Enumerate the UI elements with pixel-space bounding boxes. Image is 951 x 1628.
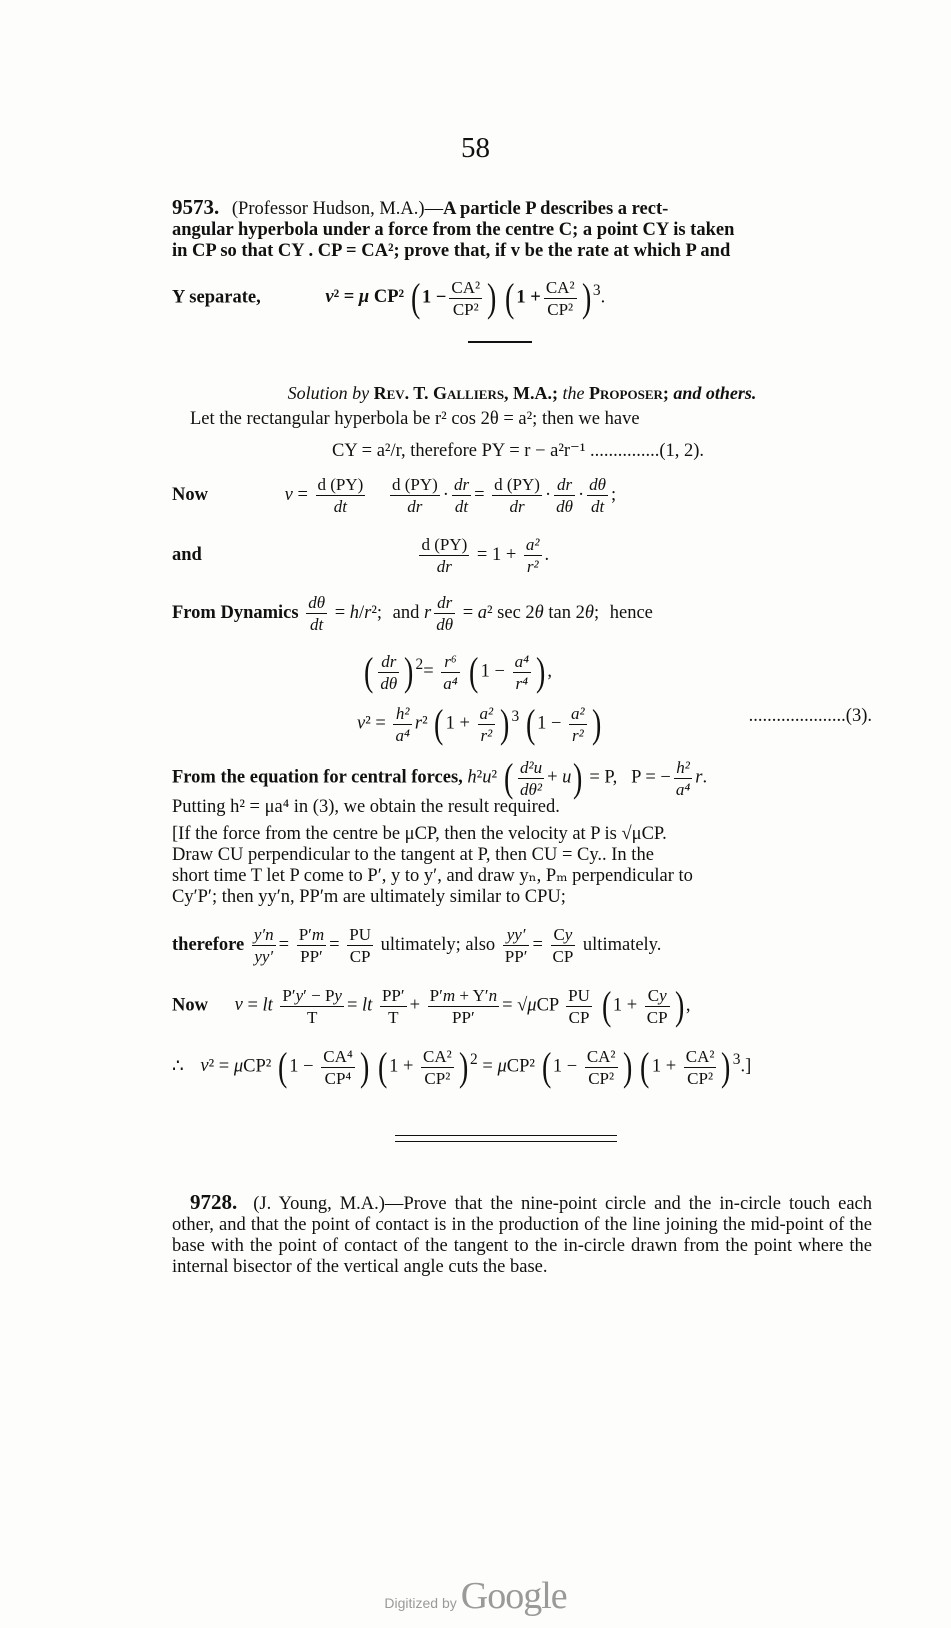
hence-word: hence [609,602,653,623]
problem-9573-statement [172,197,872,262]
final-equation: ∴ v² = μCP² ( 1 − $\frac{\text{CA⁴}}{\text{CP⁴}}$ ) ( 1 + $\frac{\text{CA²}}{\text{CP²}}$ ) $^2$ = μCP² ( 1 − $\frac{\text{CA²}}{\text{CP²}}$ ) ( 1 + $\frac{\text{CA²}}{\text{CP²}}$ ) $^3$.] [172,1044,752,1089]
problem-text-line1: A particle P describes a rect- [443,199,669,219]
therefore-symbol: ∴ [172,1056,184,1077]
now-label-2: Now [172,995,208,1016]
section-divider-bottom [395,1141,617,1142]
digitized-watermark [0,1574,951,1618]
byline-prefix: Solution by [287,383,370,403]
equation-3-number: .....................(3). [748,706,872,726]
problem-text-line3: in CP so that CY . CP = CA²; prove that, if v be the rate at which P and [172,241,731,261]
problem-author: (Professor Hudson, M.A.)— [231,199,444,219]
problem-9728-statement [172,1192,872,1278]
bracket-line4: Cy′P′; then yy′n, PP′m are ultimately similar to CPU; [172,887,566,907]
velocity-equation: Now v = $\frac{d (PY)}{dt}$ $\frac{d (PY)}{dr}$ · $\frac{dr}{dt}$ = $\frac{d (PY)}{dr}$ · $\frac{dr}{d\theta}$ · $\frac{d\theta}{dt}$ ; [172,475,617,516]
putting-line: Putting h² = μa⁴ in (3), we obtain the result required. [172,797,560,817]
ultimately-end: ultimately. [582,934,662,955]
dynamics-equation: From Dynamics $\frac{d\theta}{dt}$ = h/r²; and r $\frac{dr}{d\theta}$ = a² sec 2θ tan 2θ; hence [172,593,653,634]
bracket-line3: short time T let P come to P′, y to y′, and draw yₙ, Pₘ perpendicular to [172,866,693,886]
bracket-remark [172,824,872,908]
byline-proposer: Proposer; [589,383,669,403]
page-number: 58 [461,132,490,164]
y-separate-label: Y separate, [172,287,261,308]
and-word: and [392,602,420,623]
velocity-limit-equation: Now v = lt $\frac{P'y' - Py}{T}$ = lt $\frac{PP'}{T}$ + $\frac{P'm + Y'n}{PP'}$ = √μCP $\frac{PU}{CP}$ ( 1 + $\frac{Cy}{CP}$ ) , [172,983,691,1028]
bracket-line1: [If the force from the centre be μCP, then the velocity at P is √μCP. [172,824,667,844]
dr-dtheta-equation: ( $\frac{dr}{d\theta}$ ) $^2$= $\frac{\text{r⁶}}{\text{a⁴}}$ ( 1 − $\frac{\text{a⁴}}{\text{r⁴}}$ ) , [363,649,552,694]
and-label: and [172,544,202,565]
central-forces-equation: From the equation for central forces, h²u² ( $\frac{\text{d²u}}{\text{dθ²}}$ + u) = P, P = − $\frac{\text{h²}}{\text{a⁴}}$ r. [172,755,708,800]
google-logo: Google [460,1575,567,1617]
cy-line: CY = a²/r, therefore PY = r − a²r⁻¹ ...............(1, 2). [332,441,705,461]
central-forces-text: From the equation for central forces, [172,767,463,788]
equation-3: v² = $\frac{\text{h²}}{\text{a⁴}}$ r² ( 1 + $\frac{\text{a²}}{\text{r²}}$ ) $^3$ ( 1 − $\frac{\text{a²}}{\text{r²}}$ ) .....................(3). [357,701,872,746]
bracket-line2: Draw CU perpendicular to the tangent at P, then CU = Cy.. In the [172,845,654,865]
byline-suffix1: the [562,383,585,403]
ultimately-also: ultimately; also [380,934,496,955]
from-dynamics-label: From Dynamics [172,602,299,623]
short-divider [468,341,532,343]
dpy-dr-equation: and $\frac{d (PY)}{dr}$ = 1 + $\frac{\text{a²}}{\text{r²}}$ . [172,535,550,576]
solution-byline [172,383,872,404]
section-divider-top [395,1135,617,1136]
problem-text-line2: angular hyperbola under a force from the centre C; a point CY is taken [172,220,735,240]
now-label: Now [172,484,208,505]
problem2-number: 9728. [190,1190,238,1214]
therefore-label: therefore [172,934,245,955]
byline-suffix2: and others. [673,383,757,403]
problem-number: 9573. [172,195,220,219]
problem2-author: (J. Young, M.A.)— [253,1194,404,1214]
let-line: Let the rectangular hyperbola be r² cos 2θ = a²; then we have [190,409,640,429]
digitized-by-text: Digitized by [384,1595,457,1611]
similar-triangles-equation: therefore $\frac{y'n}{yy'}$ = $\frac{P'm}{PP'}$ = $\frac{PU}{CP}$ ultimately; also $\frac{yy'}{PP'}$ = $\frac{Cy}{CP}$ ultimately. [172,925,662,966]
byline-name: Rev. T. Galliers, M.A.; [373,383,559,403]
problem2-text: Prove that the nine-point circle and the in-circle touch each other, and that the point of contact is in the production of the line joining the mid-point of the base with the point of contact of the tangent to the in-circle drawn from the point where the internal bisector of the vertical angle cuts the base. [172,1194,873,1277]
separate-equation: Y separate, v² = μ CP² ( 1 − $\frac{\text{CA²}}{\text{CP²}}$ ) ( 1 + $\frac{\text{CA²}}{\text{CP²}}$ ) $^3$. [172,275,606,320]
